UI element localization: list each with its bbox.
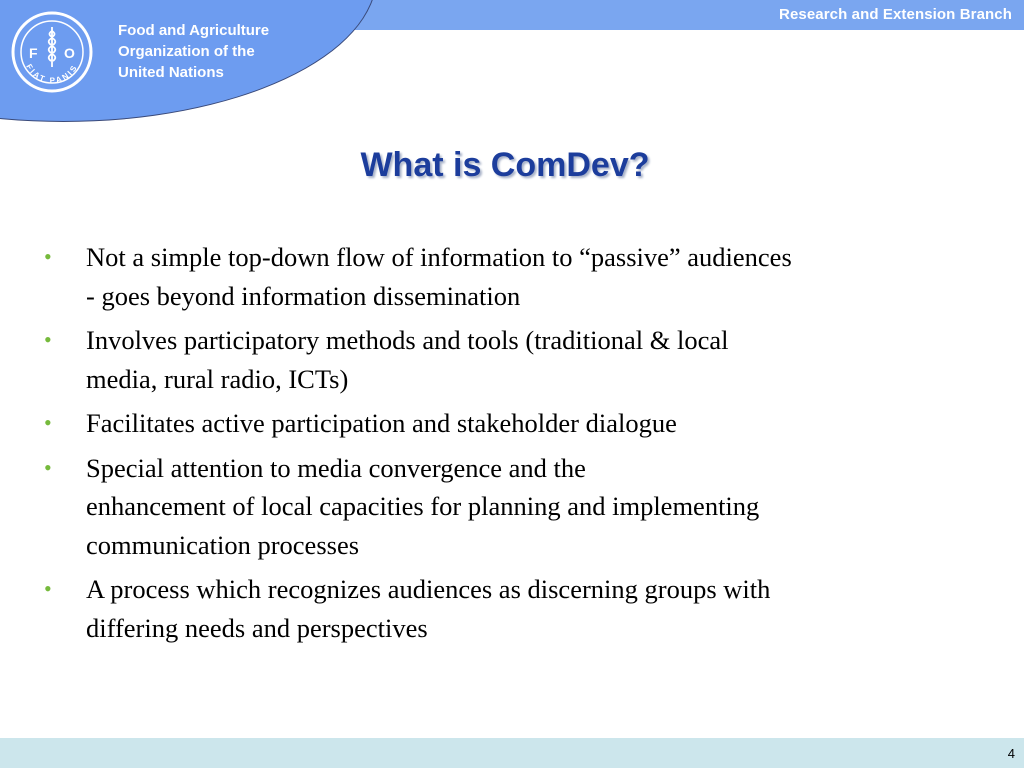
bullet-text: [86, 449, 984, 565]
logo-letter-right: O: [64, 45, 75, 61]
bullet-text: [86, 238, 984, 315]
bullet-line: Involves participatory methods and tools (traditional & local: [86, 325, 729, 355]
logo-letter-left: F: [29, 45, 38, 61]
bullet-icon: •: [44, 327, 52, 352]
bullet-item: [44, 238, 984, 315]
org-line-3: United Nations: [118, 64, 224, 81]
org-line-2: Organization of the: [118, 43, 255, 60]
logo-motto-text: FIAT PANIS: [24, 62, 80, 86]
bullet-icon: •: [44, 454, 52, 480]
bullet-line: Facilitates active participation and stakeholder dialogue: [86, 408, 677, 438]
organization-name: [118, 20, 269, 83]
bullet-line: differing needs and perspectives: [86, 612, 428, 643]
footer-bar: [0, 738, 1024, 768]
org-line-1: Food and Agriculture: [118, 22, 270, 39]
bullet-item: [44, 321, 984, 398]
bullet-icon: •: [44, 576, 52, 601]
slide-title: What is ComDev?: [360, 146, 650, 184]
bullet-list: [44, 238, 984, 653]
bullet-line: enhancement of local capacities for planning and implementing: [86, 491, 760, 521]
bullet-item: [44, 570, 984, 647]
page-number: 4: [1007, 746, 1015, 761]
bullet-text: [86, 570, 984, 647]
bullet-text: [86, 404, 984, 443]
bullet-line: A process which recognizes audiences as discerning groups with: [86, 574, 771, 604]
bullet-item: [44, 449, 984, 565]
bullet-line: Not a simple top-down flow of information to “passive” audiences: [86, 242, 792, 272]
bullet-line: Special attention to media convergence and the: [86, 452, 586, 483]
bullet-line: - goes beyond information dissemination: [86, 280, 521, 311]
bullet-icon: •: [44, 244, 52, 269]
bullet-line: media, rural radio, ICTs): [86, 363, 349, 394]
bullet-line: communication processes: [86, 529, 360, 560]
bullet-text: [86, 321, 984, 398]
fao-logo-icon: [11, 11, 93, 93]
bullet-icon: •: [44, 410, 52, 435]
bullet-item: [44, 404, 984, 443]
branch-label: Research and Extension Branch: [779, 6, 1012, 23]
